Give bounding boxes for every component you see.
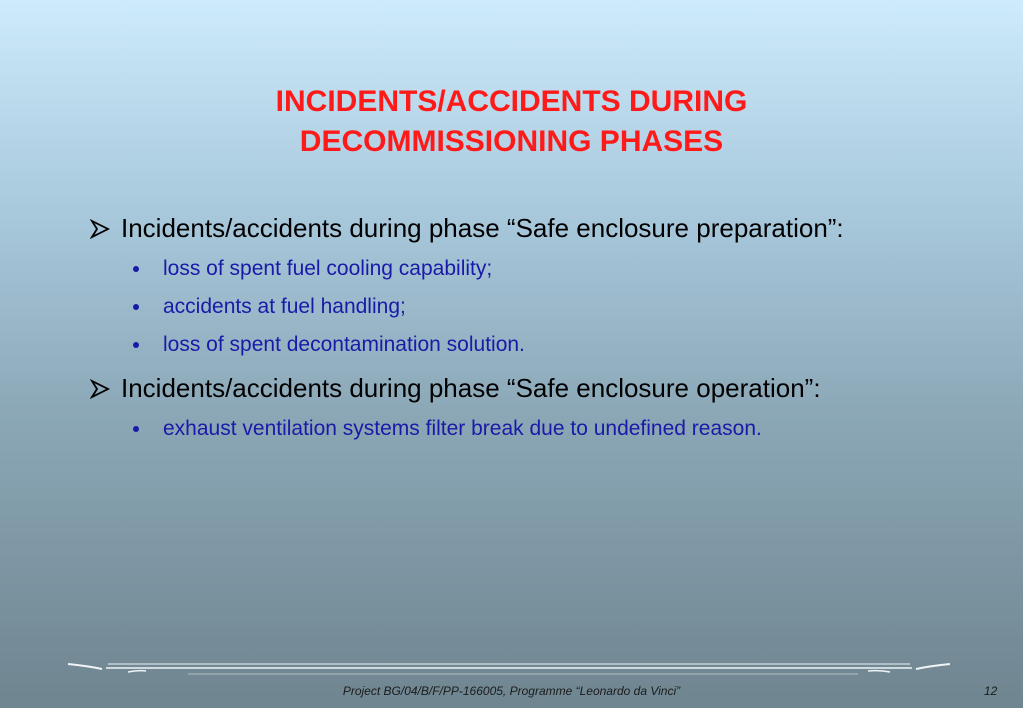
list-item: [131, 288, 1023, 326]
footer-project-text: Project BG/04/B/F/PP-166005, Programme “Leonardo da Vinci”: [342, 684, 681, 698]
slide-title-line-1: INCIDENTS/ACCIDENTS DURING: [275, 85, 748, 118]
page-number: 12: [984, 684, 998, 698]
arrow-bullet-icon: [88, 208, 114, 248]
section-heading-1: [88, 208, 881, 248]
section-list-1: [0, 250, 1023, 364]
bullet-dot-icon: [133, 266, 139, 272]
slide-content: [0, 208, 1023, 452]
slide-title: [0, 82, 1023, 162]
bullet-dot-icon: [133, 304, 139, 310]
list-item-text: accidents at fuel handling;: [163, 295, 406, 318]
section-heading-2: [88, 368, 881, 408]
list-item-text: loss of spent decontamination solution.: [163, 333, 525, 356]
list-item: [131, 410, 1023, 448]
arrow-bullet-icon: [88, 368, 114, 408]
slide-title-line-2: DECOMMISSIONING PHASES: [299, 125, 724, 158]
list-item: [131, 250, 1023, 288]
list-item-text: loss of spent fuel cooling capability;: [163, 257, 493, 280]
section-heading-text-1: Incidents/accidents during phase “Safe enclosure preparation”:: [121, 213, 844, 243]
bullet-dot-icon: [133, 426, 139, 432]
bullet-dot-icon: [133, 342, 139, 348]
section-heading-text-2: Incidents/accidents during phase “Safe enclosure operation”:: [121, 373, 821, 403]
footer-decorative-line: [68, 658, 950, 682]
list-item-text: exhaust ventilation systems filter break due to undefined reason.: [163, 417, 762, 440]
list-item: [131, 326, 1023, 364]
section-list-2: [0, 410, 1023, 448]
